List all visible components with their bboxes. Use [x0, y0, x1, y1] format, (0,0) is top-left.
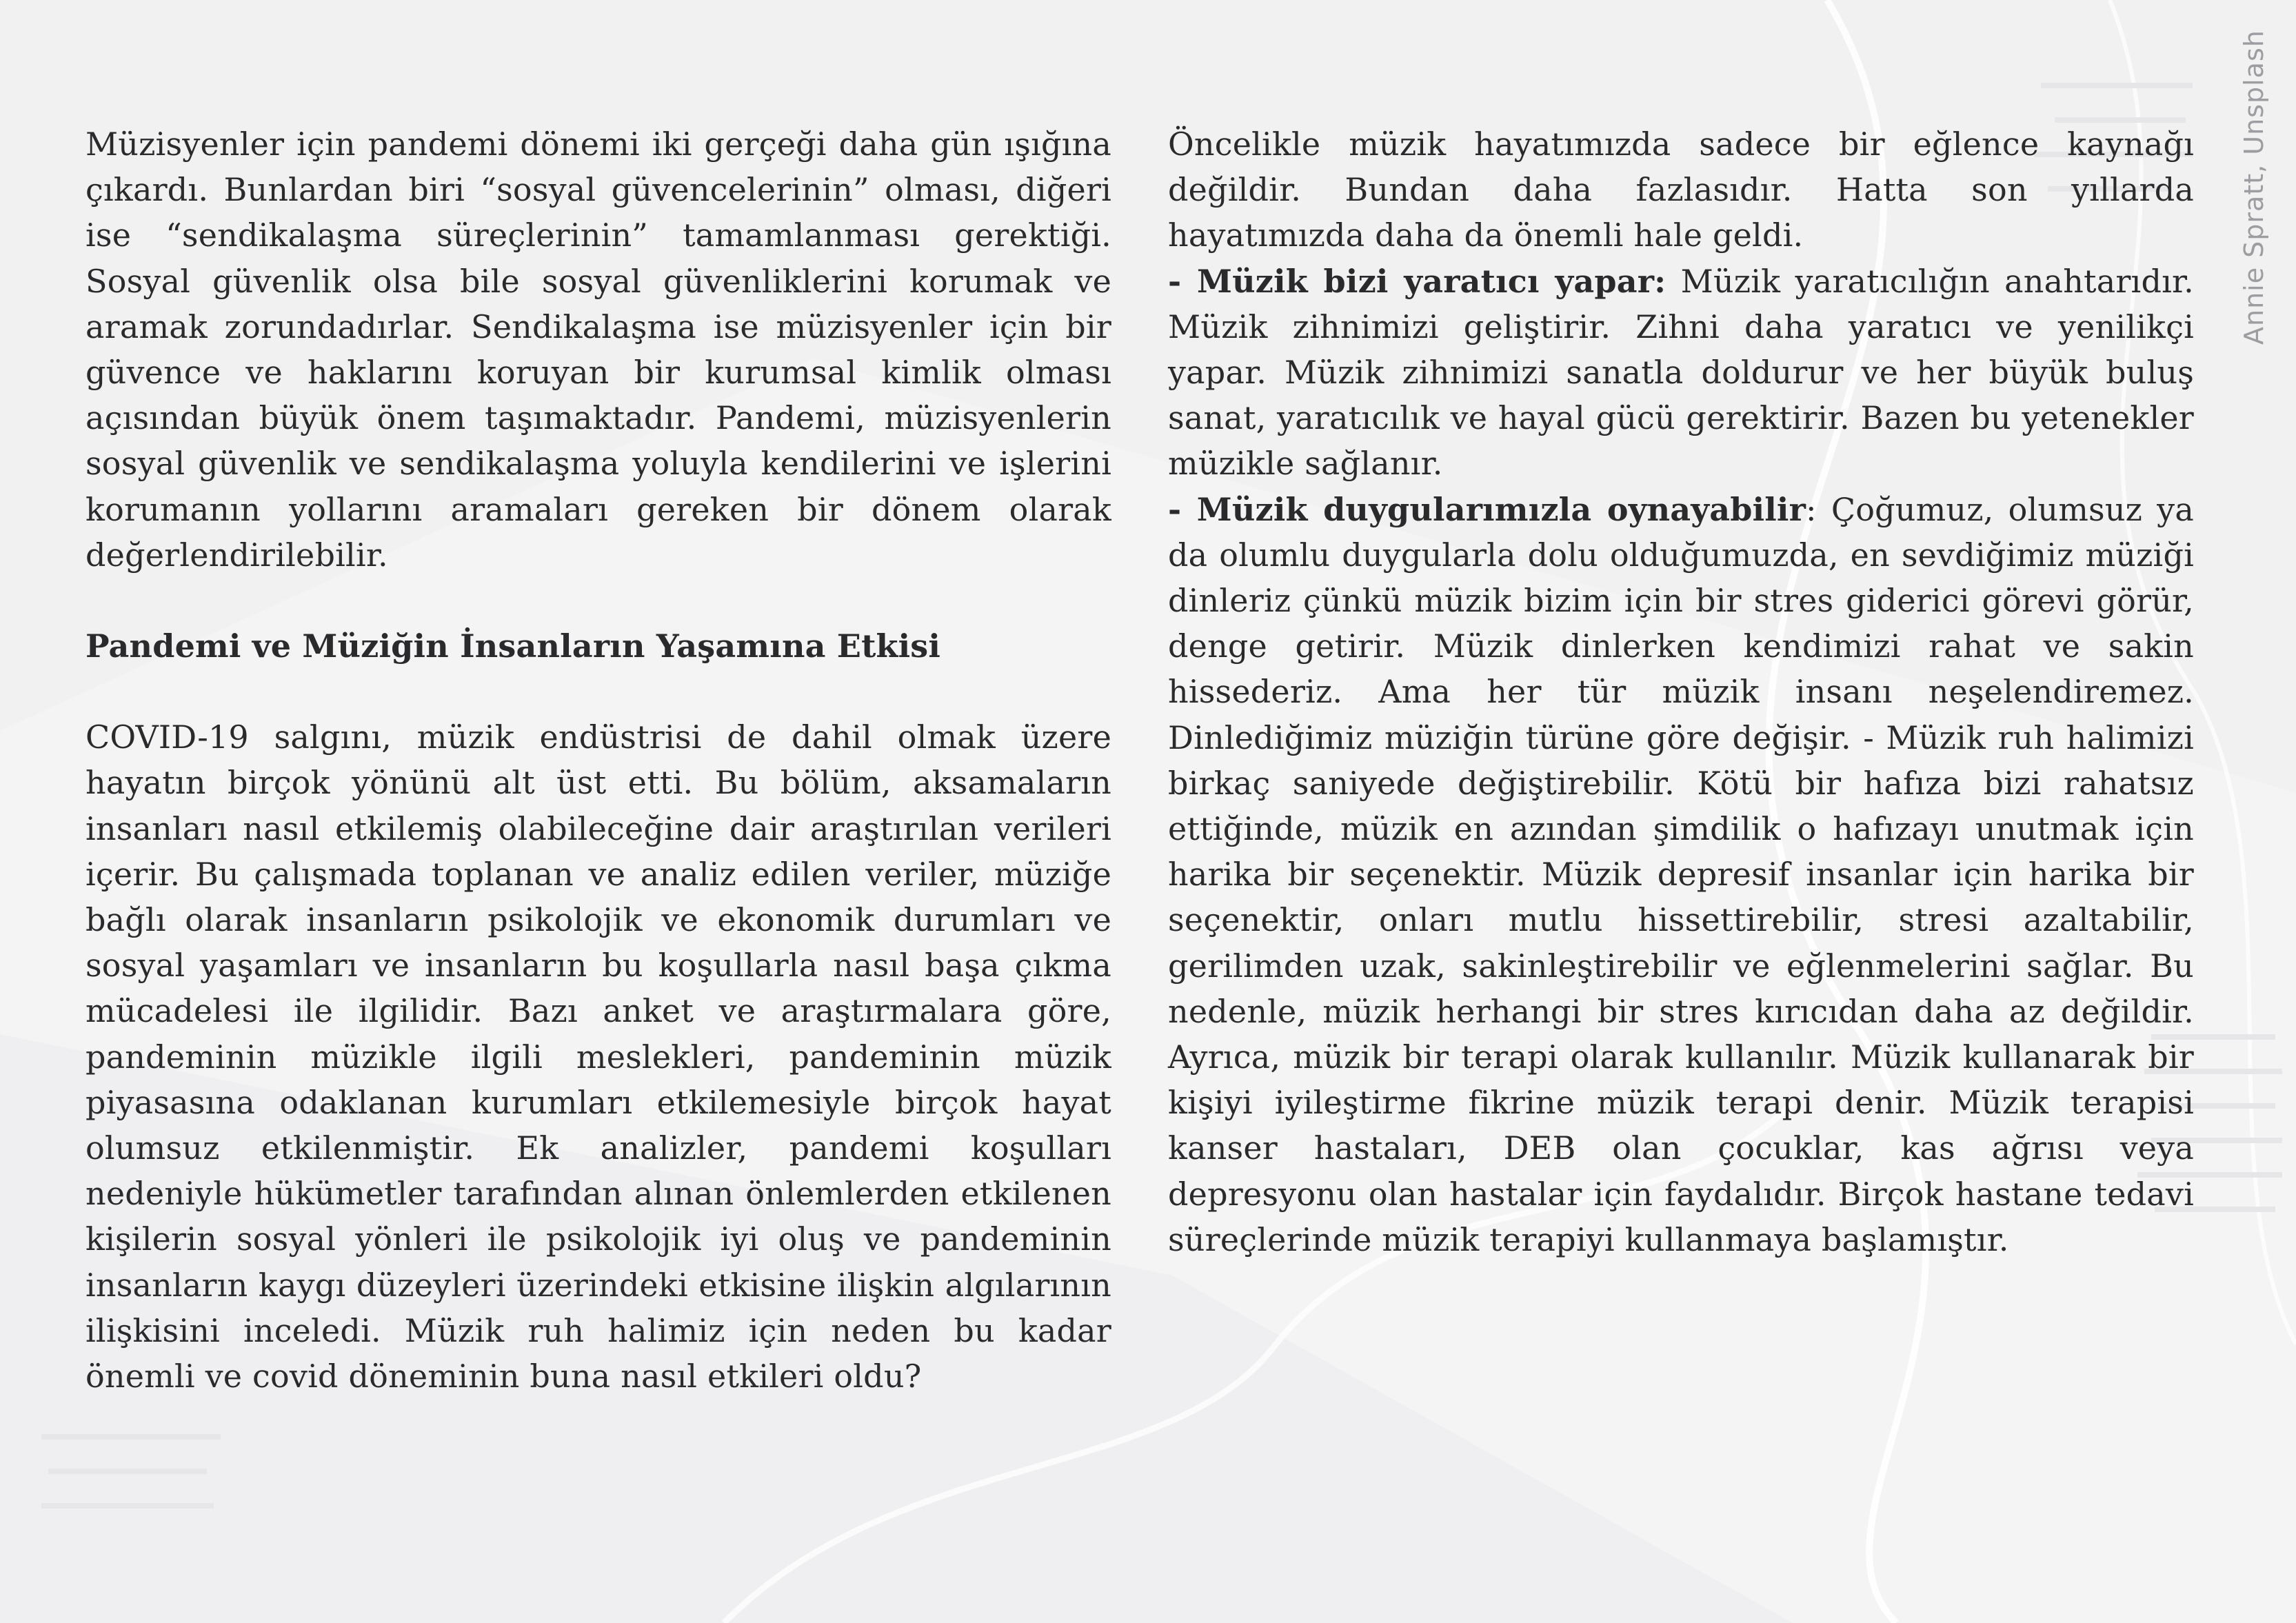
spacer	[85, 669, 1111, 714]
paragraph-covid-impact: COVID-19 salgını, müzik endüstrisi de dahil olmak üzere hayatın birçok yönünü alt üst etti. Bu bölüm, aksamaların insanları nasıl etkilemiş olabileceğine dair araştırılan verileri içerir. Bu çalışmada toplanan ve analiz edilen veriler, müziğe bağlı olarak insanların psikolojik ve ekonomik durumları ve sosyal yaşamları ve insanların bu koşullarla nasıl başa çıkma mücadelesi ile ilgilidir. Bazı anket ve araştırmalara göre, pandeminin müzikle ilgili meslekleri, pandeminin müzik piyasasına odaklanan kurumları etkilemesiyle birçok hayat olumsuz etkilenmiştir. Ek analizler, pandemi koşulları nedeniyle hükümetler tarafından alınan önlemlerden etkilenen kişilerin sosyal yönleri ile psikolojik iyi oluş ve pandeminin insanların kaygı düzeyleri üzerindeki etkisine ilişkin algılarının ilişkisini inceledi. Müzik ruh halimiz için neden bu kadar önemli ve covid döneminin buna nasıl etkileri oldu?	[85, 718, 1111, 1395]
spacer	[85, 578, 1111, 623]
list-item-title: - Müzik duygularımızla oynayabilir	[1168, 490, 1806, 528]
paragraph-musicians-pandemic: Müzisyenler için pandemi dönemi iki gerçeği daha gün ışığına çıkardı. Bunlardan biri “sosyal güvencelerinin” olması, diğeri ise “sendikalaşma süreçlerinin” tamamlanması gerektiği. Sosyal güvenlik olsa bile sosyal güvenliklerini korumak ve aramak zorundadırlar. Sendikalaşma ise müzisyenler için bir güvence ve haklarını koruyan bir kurumsal kimlik olması açısından büyük önem taşımaktadır. Pandemi, müzisyenlerin sosyal güvenlik ve sendikalaşma yoluyla kendilerini ve işlerini korumanın yollarını aramaları gereken bir dönem olarak değerlendirilebilir.	[85, 125, 1111, 574]
list-item-title: - Müzik bizi yaratıcı yapar:	[1168, 262, 1666, 300]
right-column	[1168, 121, 2194, 1262]
left-column	[85, 121, 1111, 1399]
paragraph-intro: Öncelikle müzik hayatımızda sadece bir eğlence kaynağı değildir. Bundan daha fazlasıdır. Hatta son yıllarda hayatımızda daha da önemli hale geldi.	[1168, 125, 2194, 254]
list-item-text: : Çoğumuz, olumsuz ya da olumlu duygularla dolu olduğumuzda, en sevdiğimiz müziği dinleriz çünkü müzik bizim için bir stres giderici görevi görür, denge getirir. Müzik dinlerken kendimizi rahat ve sakin hissederiz. Ama her tür müzik insanı neşelendiremez. Dinlediğimiz müziğin türüne göre değişir. - Müzik ruh halimizi birkaç saniyede değiştirebilir. Kötü bir hafıza bizi rahatsız ettiğinde, müzik en azından şimdilik o hafızayı unutmak için harika bir seçenektir. Müzik depresif insanlar için harika bir seçenektir, onları mutlu hissettirebilir, stresi azaltabilir, gerilimden uzak, sakinleştirebilir ve eğlenmelerini sağlar. Bu nedenle, müzik herhangi bir stres kırıcıdan daha az değildir. Ayrıca, müzik bir terapi olarak kullanılır. Müzik kullanarak bir kişiyi iyileştirme fikrine müzik terapi denir. Müzik terapisi kanser hastaları, DEB olan çocuklar, kas ağrısı veya depresyonu olan hastalar için faydalıdır. Birçok hastane tedavi süreçlerinde müzik terapiyi kullanmaya başlamıştır.	[1168, 490, 2194, 1258]
section-heading: Pandemi ve Müziğin İnsanların Yaşamına Etkisi	[85, 627, 941, 665]
list-item-text: Müzik yaratıcılığın anahtarıdır. Müzik zihnimizi geliştirir. Zihni daha yaratıcı ve yenilikçi yapar. Müzik zihnimizi sanatla doldurur ve her büyük buluş sanat, yaratıcılık ve hayal gücü gerektirir. Bazen bu yetenekler müzikle sağlanır.	[1168, 262, 2194, 483]
list-item-creativity	[1168, 259, 2194, 487]
photo-credit: Annie Spratt, Unsplash	[2239, 30, 2269, 345]
list-item-emotions	[1168, 487, 2194, 1262]
